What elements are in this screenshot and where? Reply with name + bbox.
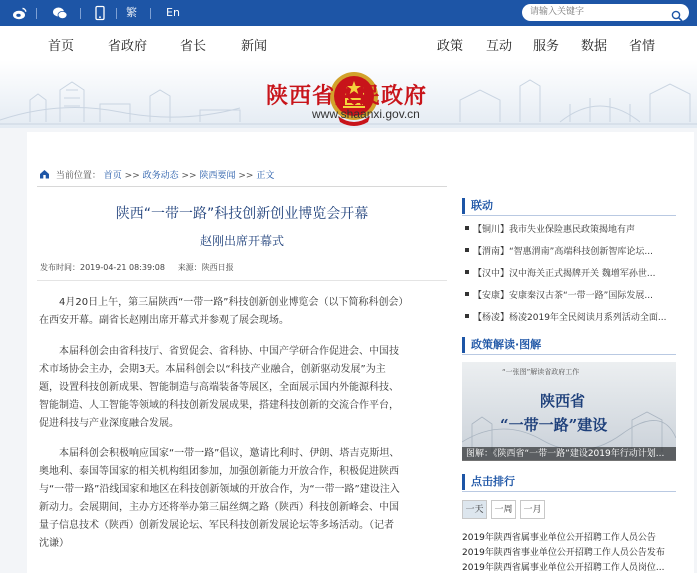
divider — [462, 215, 676, 216]
breadcrumb-separator: >> — [181, 171, 197, 181]
divider — [37, 280, 447, 281]
linkage-item[interactable]: 【渭南】“智惠渭南”高端科技创新智库论坛... — [465, 244, 680, 257]
promo-line1: 陕西省 — [540, 392, 586, 410]
divider — [462, 354, 676, 355]
divider — [37, 186, 447, 187]
tab-one-week[interactable]: 一周 — [491, 500, 516, 519]
nav-item-policy[interactable]: 政策 — [437, 39, 464, 54]
main-nav — [0, 26, 697, 60]
article-subtitle: 赵刚出席开幕式 — [199, 234, 284, 248]
weixin-icon[interactable] — [52, 5, 68, 21]
publish-time-label: 发布时间： — [40, 263, 80, 272]
nav-item-province-info[interactable]: 省情 — [629, 39, 656, 54]
traditional-chinese-link[interactable]: 繁 — [126, 6, 137, 19]
breadcrumb-label: 当前位置： — [55, 171, 101, 181]
publish-time: 2019-04-21 08:39:08 — [80, 263, 165, 272]
breadcrumb-home[interactable]: 首页 — [103, 171, 122, 181]
nav-item-news[interactable]: 新闻 — [241, 39, 268, 54]
source: 陕西日报 — [201, 263, 234, 272]
nav-item-provincial-government[interactable]: 省政府 — [108, 39, 148, 54]
breadcrumb-separator: >> — [124, 171, 140, 181]
breadcrumb-shaanxi-news[interactable]: 陕西要闻 — [199, 171, 236, 181]
breadcrumb-government-news[interactable]: 政务动态 — [142, 171, 179, 181]
linkage-item[interactable]: 【铜川】我市失业保险惠民政策揭地有声 — [465, 222, 680, 235]
breadcrumb-current[interactable]: 正文 — [256, 171, 275, 181]
ranking-item[interactable]: 2019年陕西省属事业单位公开招聘工作人员公告 — [462, 533, 656, 543]
breadcrumb — [39, 169, 274, 181]
linkage-item[interactable]: 【杨凌】杨凌2019年全民阅读月系列活动全面... — [465, 310, 680, 323]
ranking-item[interactable]: 2019年陕西省事业单位公开招聘工作人员公告发布 — [462, 548, 665, 558]
article-paragraph: 本届科创会积极响应国家“一带一路”倡议，邀请比利时、伊朗、塔吉克斯坦、奥地利、泰国等国家的相关机构组团参加，加强创新能力开放合作，积极促进陕西与“一带一路”沿线国家和地区在科技创新领域的开放合作，为“一带一路”建设注入新动力。会展期间，主办方还将举办第三届丝绸之路（陕西）科技创新峰会、中国量子信息技术（陕西）创新发展论坛、军民科技创新发展论坛等多场活动。（记者 沈谦） — [39, 448, 400, 549]
article-paragraph: 本届科创会由省科技厅、省贸促会、省科协、中国产学研合作促进会、中国技术市场协会主办，会期3天。本届科创会以“科技产业融合，创新驱动发展”为主题，设置科技创新成果、智能制造与高端装备等展区，全面展示国内外能源科技、智能制造、人工智能等领域的科技创新发展成果，搭建科技创新的交流合作平台，促进科技与产业深度融合发展。 — [39, 346, 399, 429]
linkage-item[interactable]: 【安康】安康秦汉古茶“一带一路”国际发展... — [465, 288, 680, 301]
nav-item-services[interactable]: 服务 — [533, 39, 560, 54]
location-icon — [39, 169, 50, 179]
nav-item-data[interactable]: 数据 — [581, 39, 608, 54]
mobile-icon[interactable] — [92, 5, 108, 21]
click-ranking-heading: 点击排行 — [462, 474, 515, 490]
search-box — [522, 4, 689, 21]
search-icon[interactable] — [671, 7, 683, 19]
source-label: 来源： — [177, 263, 202, 272]
article-meta — [40, 262, 234, 273]
breadcrumb-separator: >> — [238, 171, 254, 181]
article-paragraph: 4月20日上午，第三届陕西“一带一路”科技创新创业博览会（以下简称科创会）在西安开幕。副省长赵刚出席开幕式并参观了展会现场。 — [39, 297, 404, 326]
policy-interpretation-heading: 政策解读·图解 — [462, 337, 541, 353]
tab-one-day[interactable]: 一天 — [462, 500, 487, 519]
tab-one-month[interactable]: 一月 — [520, 500, 545, 519]
site-url: www.shaanxi.gov.cn — [312, 107, 420, 121]
linkage-heading: 联动 — [462, 198, 493, 214]
ranking-item[interactable]: 2019年陕西省属事业单位公开招聘工作人员岗位... — [462, 563, 665, 573]
english-link[interactable]: En — [166, 6, 180, 19]
site-title: 陕西省人民政府 — [266, 83, 428, 109]
divider — [462, 491, 676, 492]
promo-kicker: “一张图”解读省政府工作 — [502, 368, 580, 376]
policy-graphic-image[interactable] — [462, 362, 676, 460]
nav-item-governor[interactable]: 省长 — [180, 39, 207, 54]
weibo-icon[interactable] — [12, 5, 28, 21]
top-bar — [0, 0, 697, 26]
article-title: 陕西“一带一路”科技创新创业博览会开幕 — [115, 206, 369, 222]
nav-item-interaction[interactable]: 互动 — [486, 39, 513, 54]
search-input[interactable] — [530, 5, 660, 19]
linkage-item[interactable]: 【汉中】汉中海关正式揭牌开关 魏增军孙世... — [465, 266, 680, 279]
promo-line2: “一带一路”建设 — [500, 416, 608, 434]
policy-graphic-caption[interactable]: 图解：《陕西省“一带一路”建设2019年行动计划... — [462, 447, 676, 461]
nav-item-home[interactable]: 首页 — [48, 39, 75, 54]
